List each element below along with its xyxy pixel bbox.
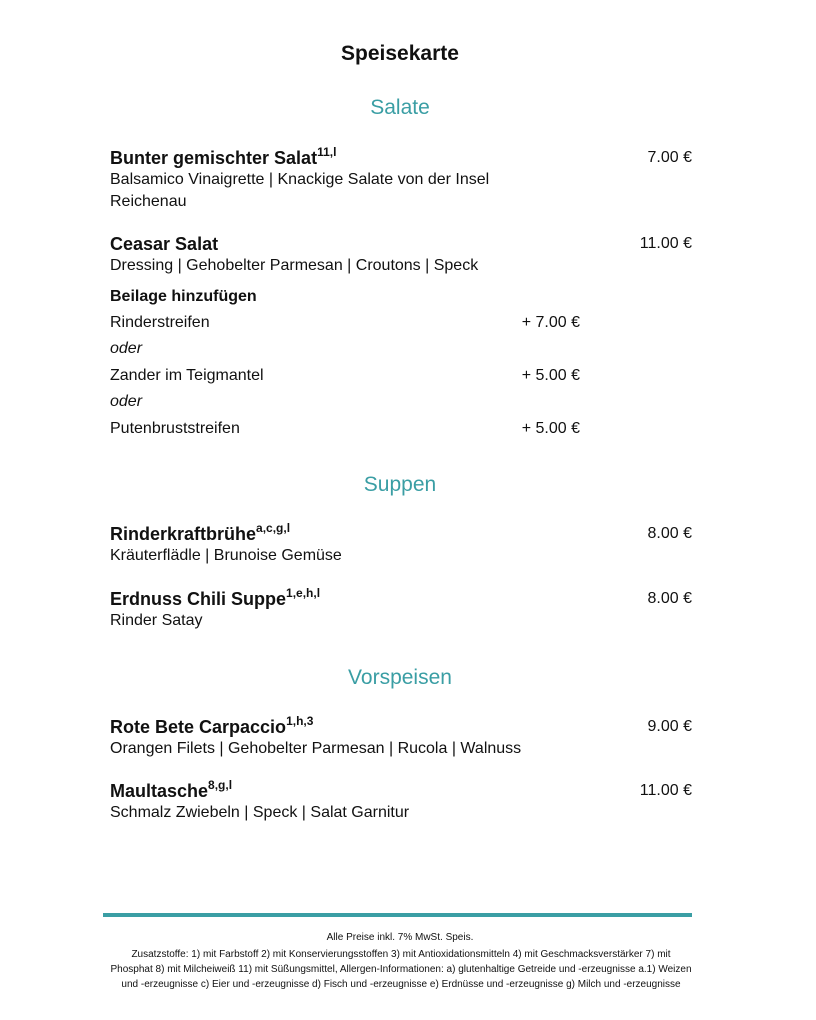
addon-name: Putenbruststreifen bbox=[110, 420, 240, 437]
dish-description: Dressing | Gehobelter Parmesan | Croutons | Speck bbox=[110, 257, 479, 274]
dish-price: 8.00 € bbox=[647, 590, 692, 607]
addon-item bbox=[110, 367, 580, 385]
addon-item bbox=[110, 420, 580, 438]
allergen-codes: 1,e,h,l bbox=[286, 586, 321, 600]
dish-item bbox=[110, 523, 692, 567]
allergen-codes: 1,h,3 bbox=[286, 714, 314, 728]
addon-price: + 5.00 € bbox=[521, 420, 580, 437]
dish-item bbox=[110, 588, 692, 632]
dish-item bbox=[110, 716, 692, 760]
addon-price: + 5.00 € bbox=[521, 367, 580, 384]
dish-item bbox=[110, 780, 692, 824]
allergen-info: Zusatzstoffe: 1) mit Farbstoff 2) mit Konservierungsstoffen 3) mit Antioxidationsmitteln 4) mit Geschmacksverstärker 7) mit Phosphat 8) mit Milcheiweiß 11) mit Süßungsmittel, Allergen-Informationen: a) glutenhaltige Getreide und -erzeugnisse a.1) Weizen und -erzeugnisse c) Eier und -erzeugnisse d) Fisch und -erzeugnisse e) Erdnüsse und -erzeugnisse g) Milch und -erzeugnisse bbox=[110, 949, 692, 990]
addon-separator: oder bbox=[110, 393, 143, 410]
dish-name: Ceasar Salat bbox=[110, 234, 219, 254]
vat-note: Alle Preise inkl. 7% MwSt. Speis. bbox=[326, 932, 474, 943]
allergen-codes: a,c,g,l bbox=[256, 521, 291, 535]
dish-description: Kräuterflädle | Brunoise Gemüse bbox=[110, 547, 342, 564]
dish-description: Balsamico Vinaigrette | Knackige Salate von der Insel Reichenau bbox=[110, 171, 490, 210]
footer-divider bbox=[103, 913, 692, 917]
dish-name: Maultasche$^{8,g,l}$ bbox=[110, 778, 233, 801]
page-title: Speisekarte bbox=[341, 42, 459, 65]
addon-price: + 7.00 € bbox=[521, 314, 580, 331]
addon-heading: Beilage hinzufügen bbox=[110, 288, 257, 305]
dish-name: Rinderkraftbrühe$^{a,c,g,l}$ bbox=[110, 521, 291, 544]
dish-price: 11.00 € bbox=[639, 235, 692, 252]
dish-name: Erdnuss Chili Suppe$^{1,e,h,l}$ bbox=[110, 586, 321, 609]
dish-price: 9.00 € bbox=[647, 718, 692, 735]
dish-description: Orangen Filets | Gehobelter Parmesan | Rucola | Walnuss bbox=[110, 740, 522, 757]
dish-name: Bunter gemischter Salat$^{11,l}$ bbox=[110, 145, 337, 168]
dish-item bbox=[110, 147, 692, 213]
dish-price: 11.00 € bbox=[639, 782, 692, 799]
dish-price: 8.00 € bbox=[647, 525, 692, 542]
dish-description: Schmalz Zwiebeln | Speck | Salat Garnitur bbox=[110, 804, 410, 821]
addon-name: Zander im Teigmantel bbox=[110, 367, 264, 384]
section-heading-suppen: Suppen bbox=[363, 473, 437, 496]
addon-item bbox=[110, 314, 580, 332]
addon-name: Rinderstreifen bbox=[110, 314, 210, 331]
dish-name: Rote Bete Carpaccio$^{1,h,3}$ bbox=[110, 714, 314, 737]
allergen-codes: 11,l bbox=[317, 145, 337, 159]
dish-description: Rinder Satay bbox=[110, 612, 203, 629]
allergen-codes: 8,g,l bbox=[208, 778, 233, 792]
section-heading-vorspeisen: Vorspeisen bbox=[348, 666, 452, 689]
dish-price: 7.00 € bbox=[647, 149, 692, 166]
addon-separator: oder bbox=[110, 340, 143, 357]
dish-item bbox=[110, 233, 692, 277]
section-heading-salate: Salate bbox=[370, 96, 430, 119]
